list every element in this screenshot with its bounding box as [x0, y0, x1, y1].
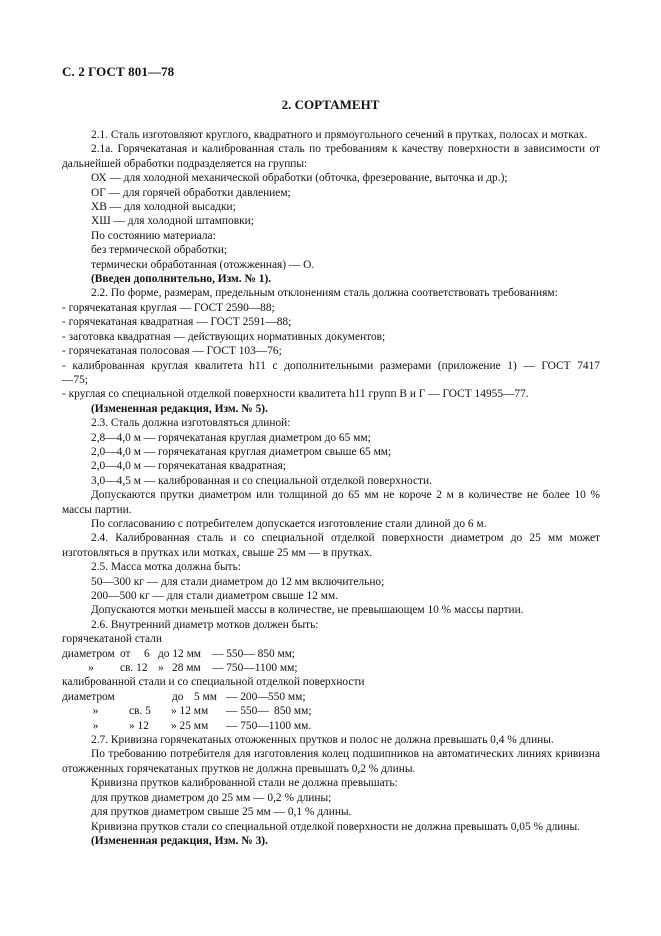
list-item: ОГ — для горячей обработки давлением; — [91, 186, 291, 199]
list-item: без термической обработки; — [91, 244, 228, 257]
list-item: термически обработанная (отожженная) — О. — [91, 258, 315, 271]
list-item: - горячекатаная квадратная — ГОСТ 2591—88; — [62, 316, 292, 329]
amendment-note: (Измененная редакция, Изм. № 5). — [91, 402, 268, 415]
table-row — [62, 690, 600, 704]
paragraph: 2.3. Сталь должна изготовляться длиной: — [91, 417, 291, 430]
table-cell: 6 — [144, 647, 150, 660]
table-cell: 5 мм — [194, 690, 217, 703]
table-cell: » 25 мм — [171, 719, 209, 732]
list-item: 50—300 кг — для стали диаметром до 12 мм включительно; — [91, 575, 385, 588]
paragraph: Допускаются прутки диаметром или толщиной до 65 мм не короче 2 м в количестве не более 10 % массы партии. — [62, 489, 600, 516]
paragraph: 2.5. Масса мотка должна быть: — [91, 561, 241, 574]
table-cell: — 750—1100 мм. — [226, 719, 312, 732]
table-cell: диаметром — [62, 690, 115, 703]
table-caption: калиброванной стали и со специальной отделкой поверхности — [62, 676, 365, 689]
document-body — [62, 128, 600, 848]
paragraph: 2.2. По форме, размерам, предельным отклонениям сталь должна соответствовать требованиям: — [91, 287, 558, 300]
table-cell: св. 12 — [120, 662, 148, 675]
list-item: 200—500 кг — для стали диаметром свыше 12 мм. — [91, 590, 339, 602]
list-item: - калиброванная круглая квалитета h11 с дополнительными размерами (приложение 1) — ГОСТ 7417—75; — [62, 359, 600, 386]
table-caption: горячекатаной стали — [62, 633, 162, 646]
list-item: ХШ — для холодной штамповки; — [91, 215, 254, 228]
list-item: для прутков диаметром до 25 мм — 0,2 % длины; — [91, 791, 332, 804]
table-cell: от — [120, 647, 131, 660]
list-item: - круглая со специальной отделкой поверхности квалитета h11 групп В и Г — ГОСТ 14955—77. — [62, 388, 529, 401]
table-cell: » 12 — [129, 719, 149, 732]
table-cell: св. 5 — [129, 705, 151, 718]
table-cell: — 550— 850 мм; — [212, 647, 296, 660]
table-row — [62, 704, 600, 718]
table-cell: до 12 мм — [158, 647, 201, 660]
table-cell: — 550— — [226, 705, 269, 718]
list-item: ХВ — для холодной высадки; — [91, 201, 236, 214]
table-cell: до — [172, 690, 184, 703]
page-header: С. 2 ГОСТ 801—78 — [62, 64, 175, 79]
list-item: - горячекатаная полосовая — ГОСТ 103—76; — [62, 345, 282, 358]
list-item: для прутков диаметром свыше 25 мм — 0,1 % длины. — [91, 806, 352, 819]
section-title: 2. СОРТАМЕНТ — [281, 97, 380, 112]
paragraph: Допускаются мотки меньшей массы в количестве, не превышающем 10 % массы партии. — [91, 604, 524, 617]
table-row — [62, 661, 600, 675]
table-cell: » — [158, 662, 164, 675]
paragraph: 2.4. Калиброванная сталь и со специальной отделкой поверхности диаметром до 25 мм может изготовляться в прутках или мотках, свыше 25 мм — в прутках. — [62, 532, 600, 559]
table-cell: » — [92, 705, 99, 718]
table-cell: » — [92, 719, 99, 732]
table-cell: 28 мм — [172, 662, 201, 675]
paragraph: Кривизна прутков калиброванной стали не должна превышать: — [91, 777, 398, 790]
table-cell: 850 мм; — [274, 705, 312, 718]
list-item: - горячекатаная круглая — ГОСТ 2590—88; — [62, 301, 275, 314]
list-item: - заготовка квадратная — действующих нормативных документов; — [62, 330, 386, 343]
paragraph: Кривизна прутков стали со специальной отделкой поверхности не должна превышать 0,05 % длины. — [91, 820, 580, 833]
table-cell: » 12 мм — [171, 705, 209, 718]
table-row — [62, 647, 600, 661]
paragraph: 2.6. Внутренний диаметр мотков должен быть: — [91, 618, 319, 631]
paragraph: 2.1а. Горячекатаная и калиброванная сталь по требованиям к качеству поверхности в зависимости от дальнейшей обработки подразделяется на группы: — [62, 143, 600, 170]
table-cell: — 200— — [226, 690, 269, 703]
list-item: 2,0—4,0 м — горячекатаная квадратная; — [91, 460, 286, 473]
table-cell: » — [88, 662, 94, 675]
amendment-note: (Измененная редакция, Изм. № 3). — [91, 834, 268, 847]
table-cell: 550 мм; — [268, 690, 306, 703]
paragraph: 2.1. Сталь изготовляют круглого, квадратного и прямоугольного сечений в прутках, полосах и мотках. — [91, 129, 588, 141]
list-item: ОХ — для холодной механической обработки (обточка, фрезерование, выточка и др.); — [91, 172, 508, 185]
paragraph: По состоянию материала: — [91, 229, 216, 242]
table-row — [62, 719, 600, 733]
list-item: 2,0—4,0 м — горячекатаная круглая диаметром свыше 65 мм; — [91, 445, 392, 458]
paragraph: 2.7. Кривизна горячекатаных отожженных прутков и полос не должна превышать 0,4 % длины. — [91, 734, 554, 747]
table-cell: — 750—1100 мм; — [212, 662, 298, 675]
list-item: 2,8—4,0 м — горячекатаная круглая диаметром до 65 мм; — [91, 431, 371, 444]
amendment-note: (Введен дополнительно, Изм. № 1). — [91, 273, 272, 286]
paragraph: По согласованию с потребителем допускается изготовление стали длиной до 6 м. — [91, 517, 487, 530]
table-cell: диаметром — [62, 647, 115, 660]
list-item: 3,0—4,5 м — калиброванная и со специальной отделкой поверхности. — [91, 474, 432, 487]
paragraph: По требованию потребителя для изготовления колец подшипников на автоматических линиях кривизна отожженных горячекатаных прутков не должна превышать 0,2 % длины. — [62, 748, 600, 775]
